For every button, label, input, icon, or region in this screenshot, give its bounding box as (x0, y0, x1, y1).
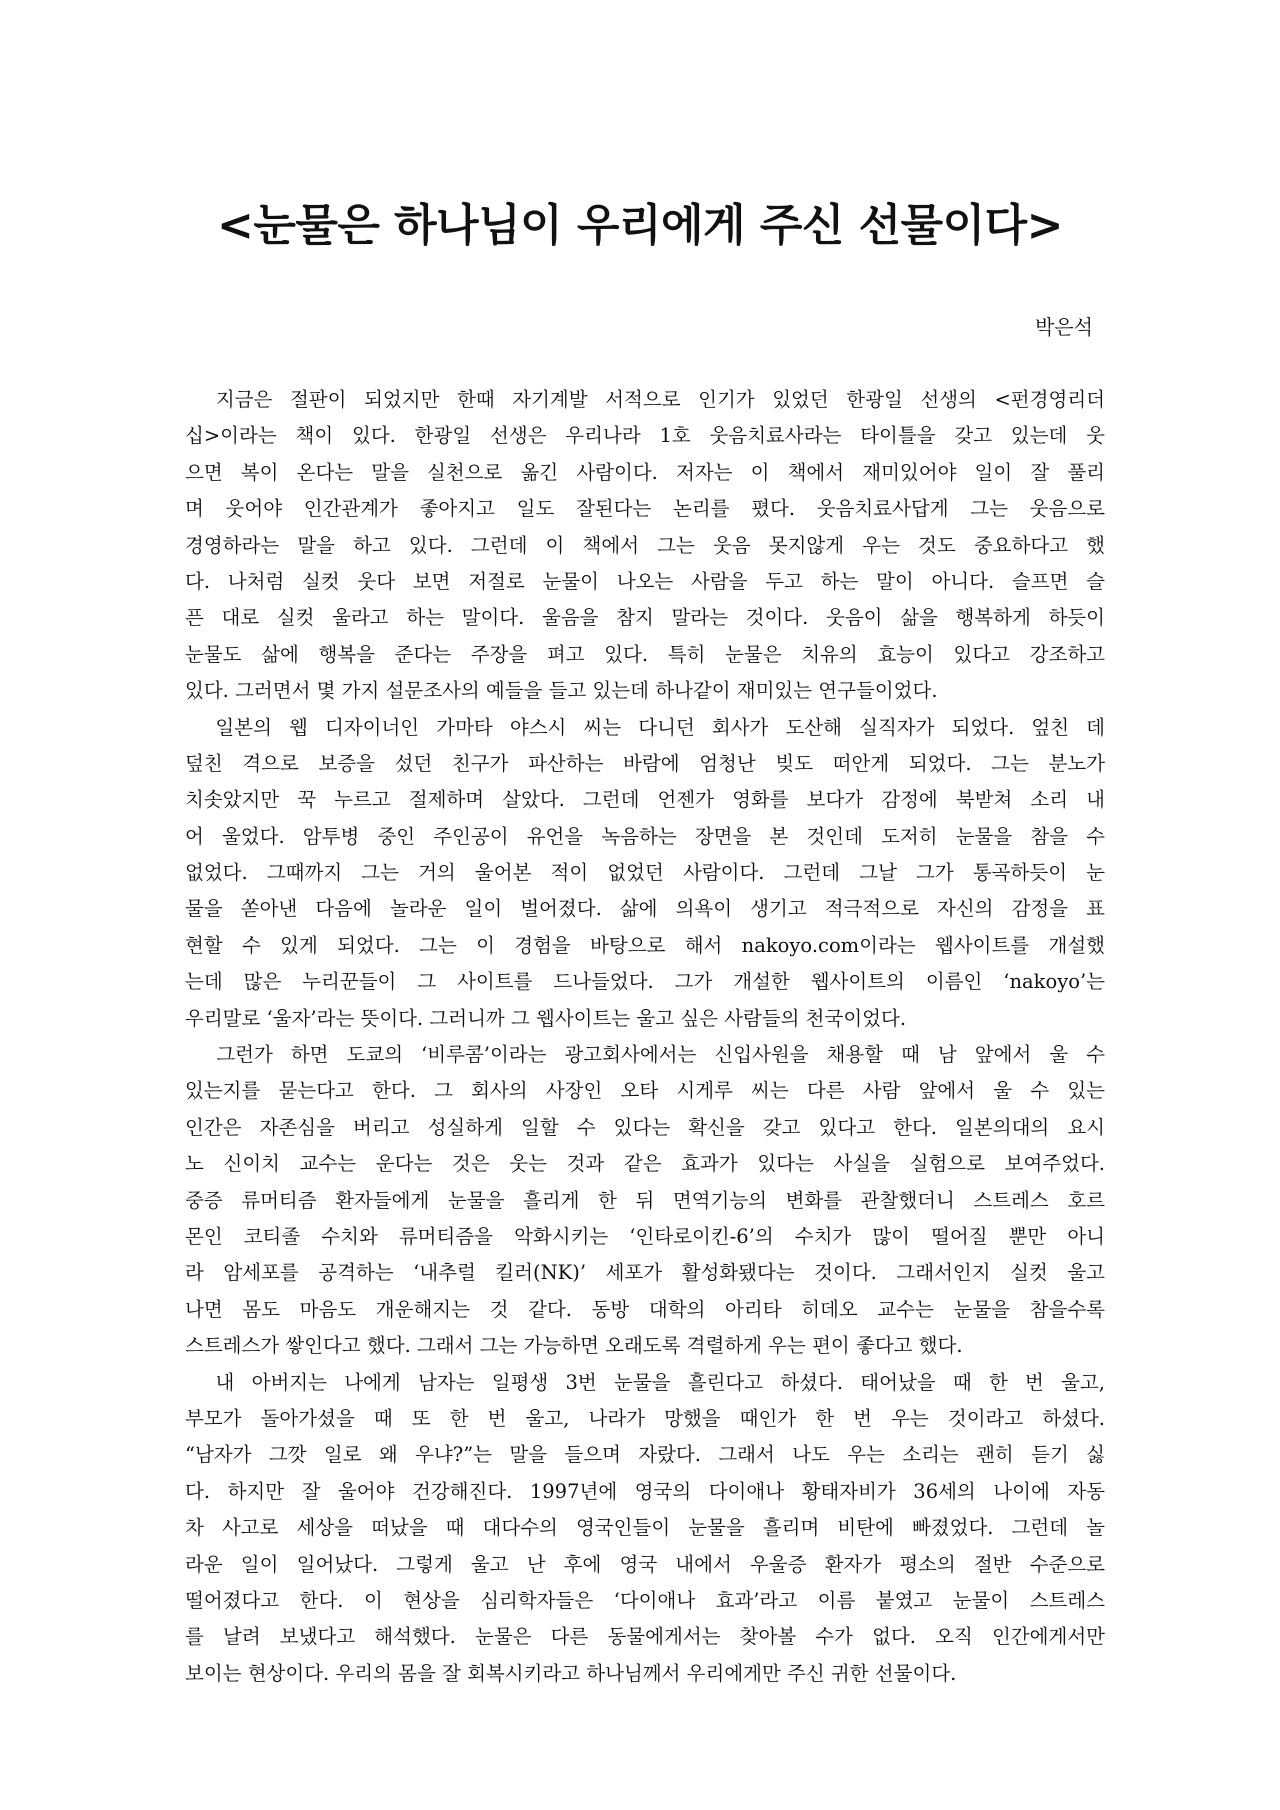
text-line: 덮친 격으로 보증을 섰던 친구가 파산하는 바람에 엄청난 빚도 떠안게 되었다. 그는 분노가 (185, 751, 1105, 775)
text-line: 노 신이치 교수는 운다는 것은 웃는 것과 같은 효과가 있다는 사실을 실험으로 보여주었다. (185, 1152, 1105, 1176)
text-line: 중증 류머티즘 환자들에게 눈물을 흘리게 한 뒤 면역기능의 변화를 관찰했더니 스트레스 호르 (185, 1188, 1105, 1212)
text-line: 는데 많은 누리꾼들이 그 사이트를 드나들었다. 그가 개설한 웹사이트의 이름인 ‘nakoyo’는 (185, 970, 1105, 994)
text-line: 경영하라는 말을 하고 있다. 그런데 이 책에서 그는 웃음 못지않게 우는 것도 중요하다고 했 (185, 533, 1105, 557)
paragraph (185, 382, 1105, 710)
text-line: 라운 일이 일어났다. 그렇게 울고 난 후에 영국 내에서 우울증 환자가 평소의 절반 수준으로 (185, 1552, 1105, 1576)
text-line: 몬인 코티졸 수치와 류머티즘을 악화시키는 ‘인타로이킨-6’의 수치가 많이 떨어질 뿐만 아니 (185, 1224, 1105, 1248)
paragraph (185, 710, 1105, 1038)
paragraph (185, 1365, 1105, 1693)
text-line: 스트레스가 쌓인다고 했다. 그래서 그는 가능하면 오래도록 격렬하게 우는 편이 좋다고 했다. (185, 1334, 963, 1358)
text-line: 현할 수 있게 되었다. 그는 이 경험을 바탕으로 해서 nakoyo.com이라는 웹사이트를 개설했 (185, 933, 1105, 957)
text-line: 다. 하지만 잘 울어야 건강해진다. 1997년에 영국의 다이애나 황태자비가 36세의 나이에 자동 (185, 1479, 1105, 1503)
text-line: 부모가 돌아가셨을 때 또 한 번 울고, 나라가 망했을 때인가 한 번 우는 것이라고 하셨다. (185, 1406, 1105, 1430)
paragraph (185, 1037, 1105, 1365)
text-line: 픈 대로 실컷 울라고 하는 말이다. 울음을 참지 말라는 것이다. 웃음이 삶을 행복하게 하듯이 (185, 606, 1105, 630)
text-line: 나면 몸도 마음도 개운해지는 것 같다. 동방 대학의 아리타 히데오 교수는 눈물을 참을수록 (185, 1297, 1105, 1321)
text-line: 그런가 하면 도쿄의 ‘비루콤’이라는 광고회사에서는 신입사원을 채용할 때 남 앞에서 울 수 (185, 1043, 1105, 1067)
text-line: 치솟았지만 꾹 누르고 절제하며 살았다. 그런데 언젠가 영화를 보다가 감정에 북받쳐 소리 내 (185, 788, 1105, 812)
text-line: 십>이라는 책이 있다. 한광일 선생은 우리나라 1호 웃음치료사라는 타이틀을 갖고 있는데 웃 (185, 424, 1105, 448)
text-line: 다. 나처럼 실컷 웃다 보면 저절로 눈물이 나오는 사람을 두고 하는 말이 아니다. 슬프면 슬 (185, 569, 1105, 593)
text-line: 일본의 웹 디자이너인 가마타 야스시 씨는 다니던 회사가 도산해 실직자가 되었다. 엎친 데 (185, 715, 1105, 739)
text-line: 차 사고로 세상을 떠났을 때 대다수의 영국인들이 눈물을 흘리며 비탄에 빠졌었다. 그런데 놀 (185, 1516, 1105, 1540)
text-line: 물을 쏟아낸 다음에 놀라운 일이 벌어졌다. 삶에 의욕이 생기고 적극적으로 자신의 감정을 표 (185, 897, 1105, 921)
document-body (185, 382, 1105, 1692)
text-line: 며 웃어야 인간관계가 좋아지고 일도 잘된다는 논리를 폈다. 웃음치료사답게 그는 웃음으로 (185, 497, 1105, 521)
text-line: 눈물도 삶에 행복을 준다는 주장을 펴고 있다. 특히 눈물은 치유의 효능이 있다고 강조하고 (185, 642, 1105, 666)
text-line: 인간은 자존심을 버리고 성실하게 일할 수 있다는 확신을 갖고 있다고 한다. 일본의대의 요시 (185, 1115, 1105, 1139)
text-line: 우리말로 ‘울자’라는 뜻이다. 그러니까 그 웹사이트는 울고 싶은 사람들의 천국이었다. (185, 1006, 907, 1030)
text-line: 떨어졌다고 한다. 이 현상을 심리학자들은 ‘다이애나 효과’라고 이름 붙였고 눈물이 스트레스 (185, 1588, 1105, 1612)
text-line: 지금은 절판이 되었지만 한때 자기계발 서적으로 인기가 있었던 한광일 선생의 <펀경영리더 (185, 388, 1105, 411)
text-line: 보이는 현상이다. 우리의 몸을 잘 회복시키라고 하나님께서 우리에게만 주신 귀한 선물이다. (185, 1661, 957, 1685)
text-line: 를 날려 보냈다고 해석했다. 눈물은 다른 동물에게서는 찾아볼 수가 없다. 오직 인간에게서만 (185, 1625, 1105, 1649)
text-line: 으면 복이 온다는 말을 실천으로 옮긴 사람이다. 저자는 이 책에서 재미있어야 일이 잘 풀리 (185, 460, 1105, 484)
author-name: 박은석 (1035, 315, 1093, 339)
text-line: 어 울었다. 암투병 중인 주인공이 유언을 녹음하는 장면을 본 것인데 도저히 눈물을 참을 수 (185, 824, 1105, 848)
text-line: 없었다. 그때까지 그는 거의 울어본 적이 없었던 사람이다. 그런데 그날 그가 통곡하듯이 눈 (185, 861, 1105, 885)
text-line: 있다. 그러면서 몇 가지 설문조사의 예들을 들고 있는데 하나같이 재미있는 연구들이었다. (185, 679, 938, 703)
text-line: “남자가 그깟 일로 왜 우냐?”는 말을 들으며 자랐다. 그래서 나도 우는 소리는 괜히 듣기 싫 (185, 1443, 1105, 1467)
text-line: 내 아버지는 나에게 남자는 일평생 3번 눈물을 흘린다고 하셨다. 태어났을 때 한 번 울고, (185, 1370, 1105, 1394)
text-line: 라 암세포를 공격하는 ‘내추럴 킬러(NK)’ 세포가 활성화됐다는 것이다. 그래서인지 실컷 울고 (185, 1261, 1105, 1285)
document-title: <눈물은 하나님이 우리에게 주신 선물이다> (216, 200, 1064, 251)
text-line: 있는지를 묻는다고 한다. 그 회사의 사장인 오타 시게루 씨는 다른 사람 앞에서 울 수 있는 (185, 1079, 1105, 1103)
